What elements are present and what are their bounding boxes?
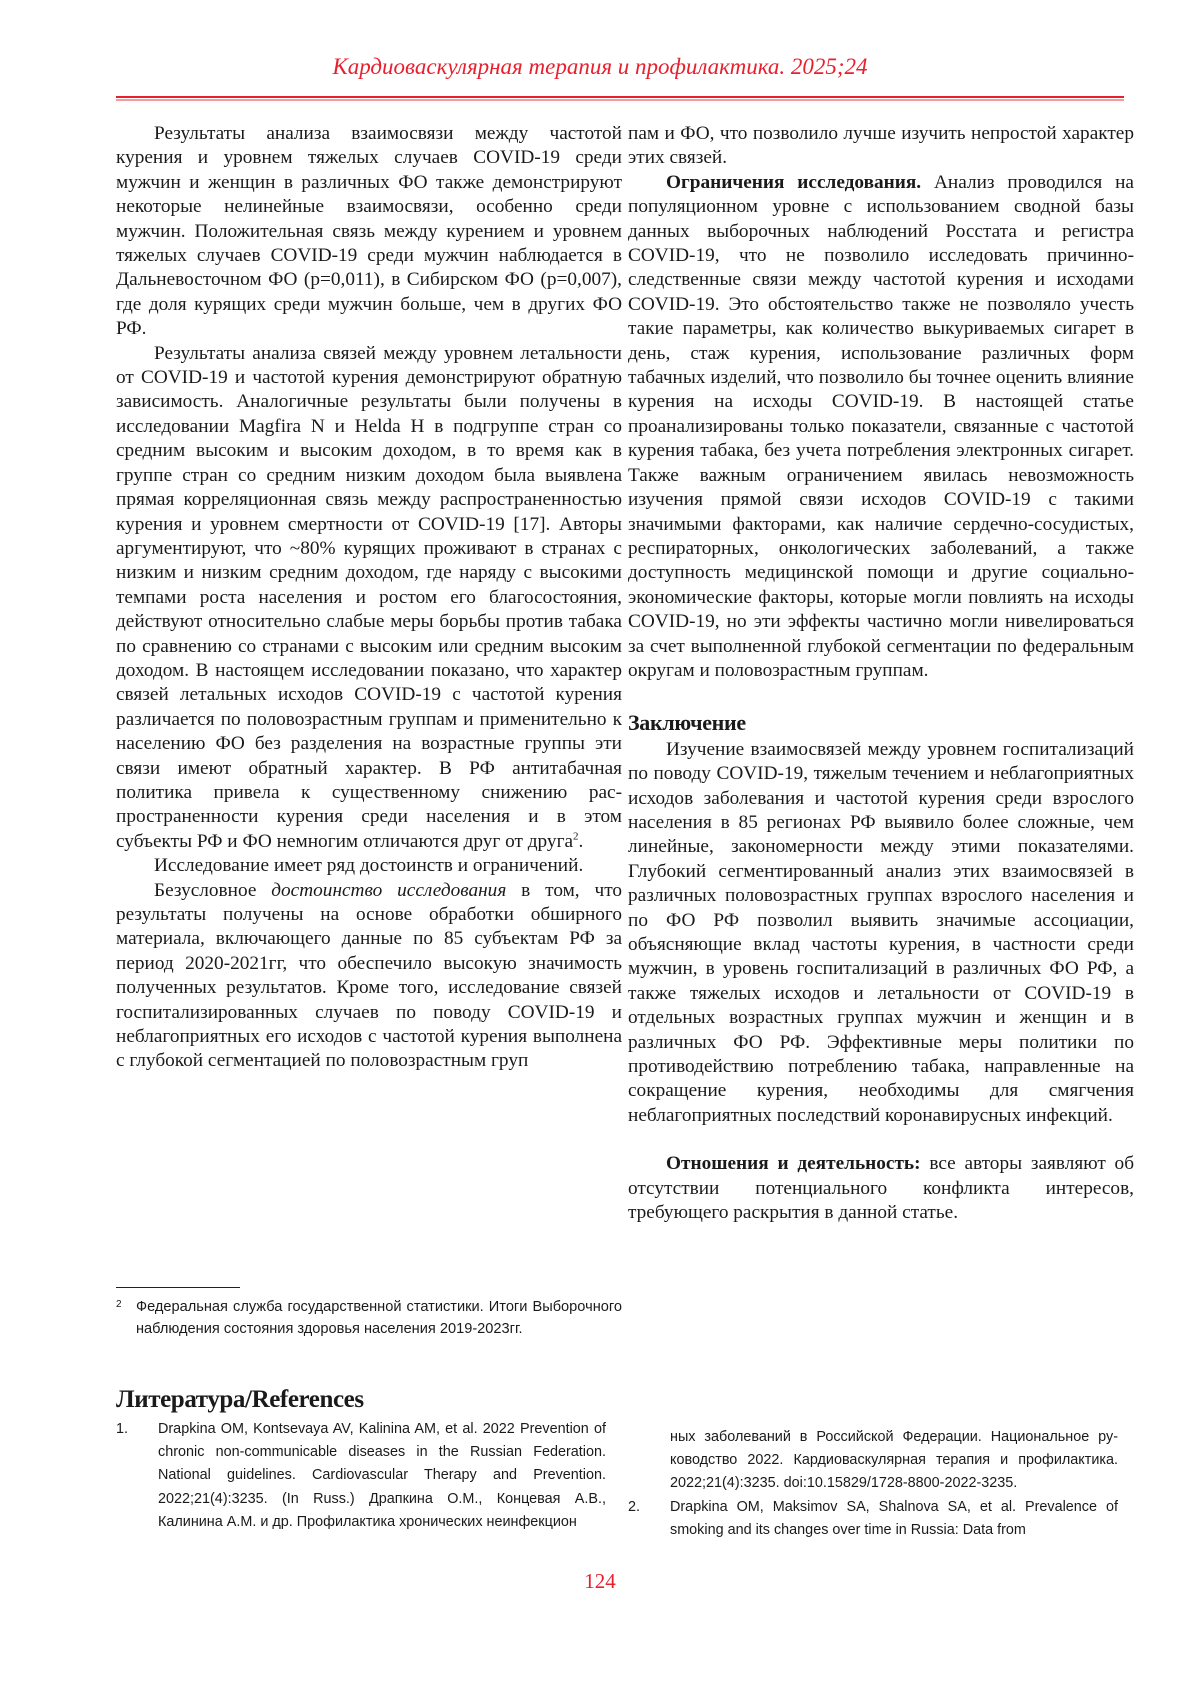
relations-text: все авторы заявляют об отсутствии потенциального конфликта интересов, требующего раскрытия в данной статье. xyxy=(628,1153,1135,1224)
paragraph-strength-start: Безусловное xyxy=(154,879,272,901)
references-title: Литература/References xyxy=(116,1386,364,1413)
paragraph-relations xyxy=(628,1152,1134,1225)
paragraph-lethality-text: Результаты анализа связей между уровнем летальности от COVID-19 и частотой курения демонстрируют обратную зависимость. Аналогичные результаты были получены в исследовании Magfira N и Helda H в подгруппе стран со средним высоким и высоким доходом, в то время как в группе стран со средним низким доходом была выявлена прямая корреляционная связь между распространенностью курения и уровнем смертности от COVID-19 [17]. Авторы аргументируют, что ~80% курящих проживают в странах с низким и низким средним доходом, где наряду с высокими темпами роста населения и ростом его благосостояния, действуют относительно слабые меры борьбы против табака по сравнению со странами с высоким или средним высоким доходом. В настоящем исследовании показано, что характер связей летальных исходов COVID-19 с частотой курения различается по половозрастным группам и применительно к населению ФО без разделения на возрастные группы эти связи имеют обратный характер. В РФ антитабачная политика привела к существенному снижению распространенности курения среди населения и в этом субъекты РФ и ФО немногим отличаются друг от друга xyxy=(116,342,622,852)
paragraph-smoking-severe-cases: Результаты анализа взаимосвязи между частотой курения и уровнем тяжелых случаев COVID-19 среди мужчин и женщин в различных ФО также демонстрируют некоторые нелинейные взаимосвязи, особенно среди мужчин. Положительная связь между курением и уровнем тяжелых случаев COVID-19 среди мужчин наблюдается в Дальневосточном ФО (p=0,011), в Сибирском ФО (p=0,007), где доля курящих среди мужчин больше, чем в других ФО РФ. xyxy=(116,123,622,340)
reference-item xyxy=(116,1418,606,1534)
section-title-conclusion: Заключение xyxy=(628,710,746,736)
footnote-ref[interactable]: 2 xyxy=(573,830,579,843)
reference-text: ных заболеваний в Российской Федерации. Национальное руководство 2022. Кардиоваскулярная терапия и профилактика. 2022;21(4):3235. doi:10.15829/1728-8800-2022-3235. xyxy=(670,1429,1118,1492)
paragraph-strength xyxy=(116,879,622,1074)
paragraph-conclusion: Изучение взаимосвязей между уровнем госпитализаций по поводу COVID-19, тяжелым течением и неблагоприятных исходов заболевания и частотой курения среди взрослого населения в 85 регионах РФ выявило более сложные, чем линейные, закономерности между этими показателями. Глубокий сегментированный анализ этих взаимосвязей в различных половозрастных группах взрослого населения и по ФО РФ позволил выявить значимые ассоциации, объясняющие вклад частоты курения, в частности среди мужчин, в уровень госпитализаций в различных ФО РФ, а также тяжелых исходов и летальности от COVID-19 в отдельных возрастных группах мужчин и женщин и в различных ФО РФ. Эффективные меры политики по противодействию потреблению табака, направленные на сокращение курения, необходимы для смягчения неблагоприятных последствий коронавирусных инфекций. xyxy=(628,738,1134,1126)
journal-running-head: Кардиоваскулярная терапия и профилактика. 2025;24 xyxy=(332,54,868,79)
page-number: 124 xyxy=(584,1569,616,1593)
relations-label: Отношения и деятельность: xyxy=(666,1153,921,1175)
reference-number: 1. xyxy=(116,1421,129,1437)
strength-emphasis: достоинство исследования xyxy=(271,879,507,901)
references-right xyxy=(628,1426,1118,1542)
footnote-mark: 2 xyxy=(116,1299,122,1310)
left-column xyxy=(116,122,622,1074)
paragraph-continuation: пам и ФО, что позволило лучше изучить непростой характер этих связей. xyxy=(628,123,1134,169)
reference-item-continued xyxy=(628,1426,1118,1496)
limitations-text: Анализ проводился на популяционном уровне с использованием сводной базы данных выборочных наблюдений Росстата и регистра COVID-19, что не позволило исследовать причинно-следственные связи между частотой курения и исходами COVID-19. Это обстоятельство также не позволяло учесть такие параметры, как количество выкуриваемых сигарет в день, стаж курения, использование различных форм табачных изделий, что позволило бы точнее оценить влияние курения на исходы COVID-19. В настоящей статье проанализированы только показатели, связанные с частотой курения табака, без учета потребления электронных сигарет. Также важным ограничением явилась невозможность изучения прямой связи исходов COVID-19 с такими значимыми факторами, как наличие сердечно-сосудистых, респираторных, онкологических заболеваний, а также доступность медицинской помощи и другие социально-экономические факторы, которые могли повлиять на исходы COVID-19, но эти эффекты частично могли нивелироваться за счет выполненной глубокой сегментации по федеральным округам и половозрастным группам. xyxy=(628,171,1134,681)
reference-number: 2. xyxy=(628,1498,641,1515)
limitations-label: Ограничения исследования. xyxy=(666,171,922,193)
footnote-text: Федеральная служба государственной статистики. Итоги Выборочного наблюдения состояния здоровья населения 2019-2023гг. xyxy=(136,1299,622,1338)
paragraph-lethality xyxy=(116,342,622,855)
paragraph-strengths-limits: Исследование имеет ряд достоинств и ограничений. xyxy=(154,855,584,877)
paragraph-strength-rest: в том, что результаты получены на основе обработки обширного материала, включающего данные по 85 субъектам РФ за период 2020-2021гг, что обеспечило высокую значимость полученных результатов. Кроме того, исследование связей госпитализированных случаев по поводу COVID-19 и неблагоприятных его исходов с частотой курения выполнена с глубокой сегментацией по половозрастным груп xyxy=(116,879,623,1072)
paragraph-limitations xyxy=(628,171,1134,684)
reference-text: Drapkina OM, Kontsevaya AV, Kalinina AM, et al. 2022 Prevention of chronic non-communicable diseases in the Russian Federation. National guidelines. Cardiovascular Therapy and Prevention. 2022;21(4):3235. (In Russ.) Драпкина О.М., Концевая А.В., Калинина А.М. и др. Профилактика хронических неинфекцион xyxy=(158,1421,606,1530)
reference-item xyxy=(628,1496,1118,1542)
reference-text: Drapkina OM, Maksimov SA, Shalnova SA, et al. Prevalence of smoking and its changes over time in Russia: Data from xyxy=(670,1498,1118,1538)
right-column xyxy=(628,122,1134,1225)
paragraph-lethality-end: . xyxy=(578,830,584,852)
footnote xyxy=(116,1296,622,1341)
header-rule xyxy=(116,96,1124,98)
references-left xyxy=(116,1418,606,1534)
footnote-rule xyxy=(116,1287,240,1288)
